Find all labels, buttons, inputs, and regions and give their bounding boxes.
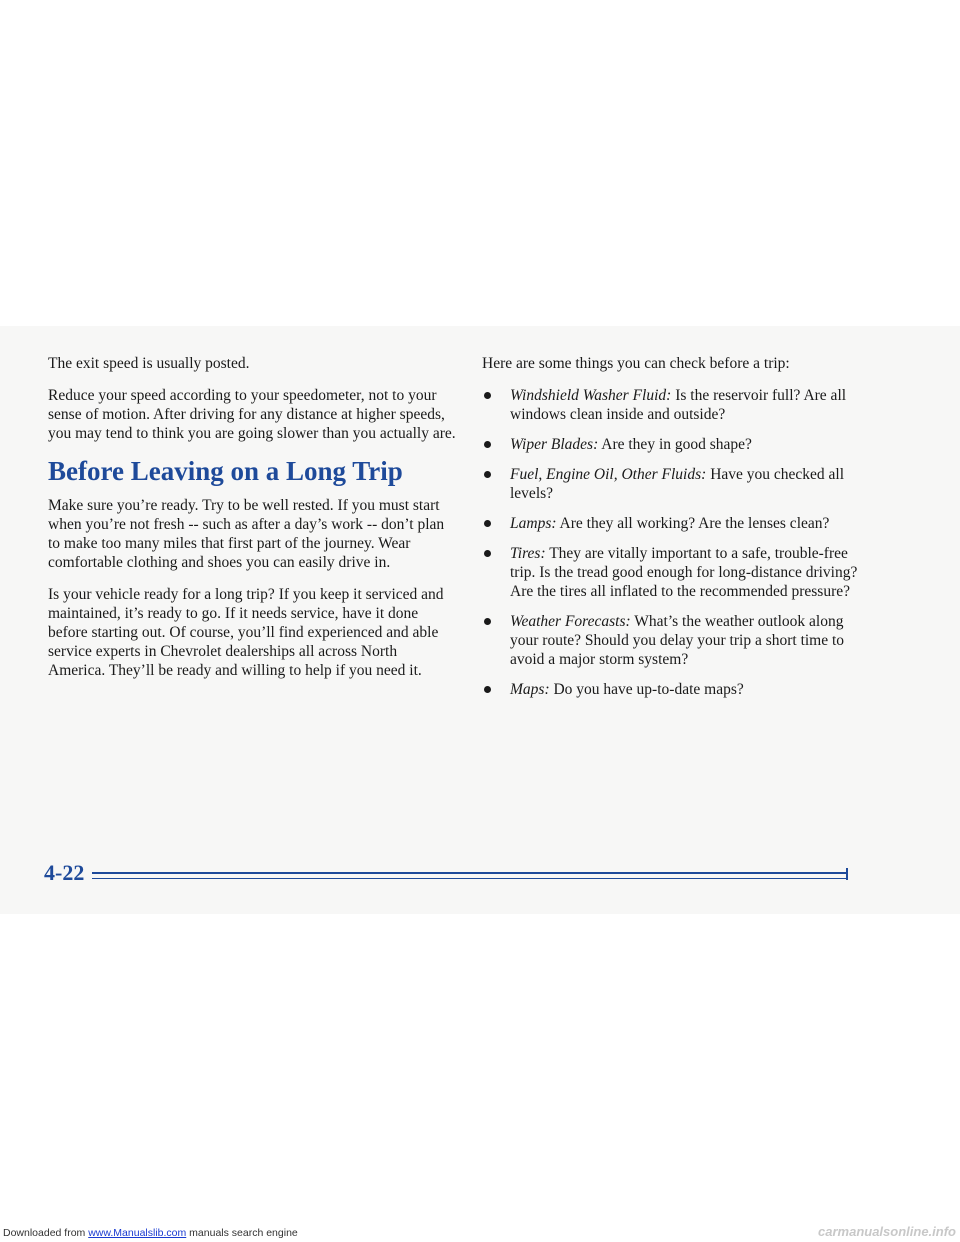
- reduce-speed-paragraph: Reduce your speed according to your speedometer, not to your sense of motion. After driving for any distance at higher speeds, you may tend to think you are going slower than you actually are.: [48, 387, 456, 442]
- left-column: [48, 354, 456, 693]
- exit-speed-paragraph: The exit speed is usually posted.: [48, 355, 250, 372]
- be-ready-paragraph: Make sure you’re ready. Try to be well rested. If you must start when you’re not fresh -- such as after a day’s work -- don’t plan to make too many miles that first part of the journey. Wear comfortable clothing and shoes you can easily drive in.: [48, 497, 445, 571]
- item-text: Do you have up-to-date maps?: [549, 681, 744, 698]
- bullet-icon: [484, 392, 491, 399]
- list-item: [482, 465, 862, 503]
- vehicle-ready-paragraph: Is your vehicle ready for a long trip? If you keep it serviced and maintained, it’s ready to go. If it needs service, have it done before starting out. Of course, you’ll find experienced and able service experts in Chevrolet dealerships all across North America. They’ll be ready and willing to help if you need it.: [48, 586, 444, 679]
- checklist-intro: Here are some things you can check before a trip:: [482, 355, 790, 372]
- bullet-icon: [484, 550, 491, 557]
- list-item: [482, 544, 862, 601]
- download-footer: [0, 1224, 960, 1242]
- list-item: [482, 612, 862, 669]
- section-heading: Before Leaving on a Long Trip: [48, 456, 403, 486]
- watermark: carmanualsonline.info: [818, 1224, 956, 1239]
- item-text: Are they all working? Are the lenses clean?: [556, 515, 830, 532]
- item-text: What’s the weather outlook along your route? Should you delay your trip a short time to avoid a major storm system?: [510, 613, 845, 668]
- bullet-icon: [484, 520, 491, 527]
- list-item: [482, 514, 862, 533]
- bullet-icon: [484, 686, 491, 693]
- list-item: [482, 435, 862, 454]
- item-label: Wiper Blades:: [510, 436, 599, 453]
- item-label: Tires:: [510, 545, 546, 562]
- footer-text: [3, 1227, 298, 1239]
- item-text: Are they in good shape?: [598, 436, 752, 453]
- item-text: Is the reservoir full? Are all windows clean inside and outside?: [510, 387, 847, 423]
- item-text: They are vitally important to a safe, trouble-free trip. Is the tread good enough for long-distance driving? Are the tires all inflated to the recommended pressure?: [510, 545, 858, 600]
- item-label: Maps:: [510, 681, 550, 698]
- list-item: [482, 386, 862, 424]
- trip-checklist: [482, 386, 862, 699]
- bullet-icon: [484, 618, 491, 625]
- item-label: Windshield Washer Fluid:: [510, 387, 672, 404]
- bullet-icon: [484, 441, 491, 448]
- item-label: Fuel, Engine Oil, Other Fluids:: [510, 466, 707, 483]
- item-label: Lamps:: [510, 515, 557, 532]
- footer-suffix: manuals search engine: [186, 1227, 298, 1239]
- bullet-icon: [484, 471, 491, 478]
- item-text: Have you checked all levels?: [510, 466, 845, 502]
- right-column: [482, 354, 862, 710]
- footer-rule-thin: [92, 878, 848, 879]
- item-label: Weather Forecasts:: [510, 613, 631, 630]
- list-item: [482, 680, 862, 699]
- footer-prefix: Downloaded from: [3, 1227, 89, 1239]
- footer-rule: [92, 872, 848, 874]
- page-number: 4-22: [44, 860, 85, 885]
- footer-rule-end: [846, 868, 848, 880]
- manualslib-link[interactable]: www.Manualslib.com: [88, 1227, 187, 1239]
